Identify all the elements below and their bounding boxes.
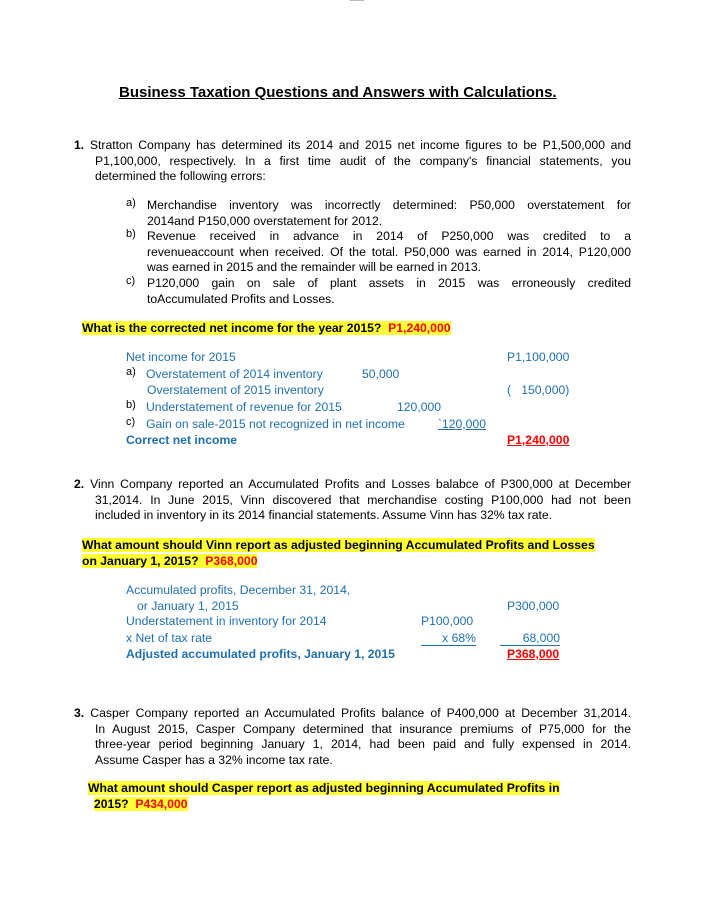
calc1-a2-value: ( 150,000) [507,383,570,397]
error-a-letter: a) [126,197,136,209]
error-b-letter: b) [126,228,136,240]
calc1-total-value: P1,240,000 [507,433,570,447]
calc2-ap-value: P300,000 [507,599,560,613]
calc1-a1-label: Overstatement of 2014 inventory [146,367,323,381]
calc2-ap-label-1: Accumulated profits, December 31, 2014, [126,583,351,597]
question-1-line-1: 1. Stratton Company has determined its 2014 and 2015 net income figures to be P1,500,000 and [74,138,632,152]
question-3-answer: P434,000 [135,796,188,811]
calc2-under-label: Understatement in inventory for 2014 [126,614,327,628]
calc1-total-label: Correct net income [126,433,238,447]
question-3-line-1: 3. Casper Company reported an Accumulated Profits balance of P400,000 at December 31,2014. [74,706,632,720]
question-3-line-2: In August 2015, Casper Company determined that insurance premiums of P75,000 for the [95,721,631,736]
calc1-a2-label: Overstatement of 2015 inventory [147,383,324,397]
question-1-line-2: P1,100,000, respectively. In a first time audit of the company's financial statements, you [95,153,631,168]
question-2-answer: P368,000 [205,553,258,568]
question-1 [74,138,631,185]
calc1-b-value: 120,000 [397,400,442,414]
calc2-tax-total: 68,000 [500,631,560,646]
error-c-text: P120,000 gain on sale of plant assets in 2015 was erroneously credited toAccumulated Profits and Losses. [147,276,631,306]
question-3-line-4: Assume Casper has a 32% income tax rate. [95,752,333,767]
calc1-b-letter: b) [126,399,136,411]
calc1-c-value: `120,000 [437,417,486,431]
calc2-under-value: P100,000 [421,614,474,628]
question-2 [74,477,631,524]
calc2-total-value: P368,000 [507,647,560,661]
calc2-total-label: Adjusted accumulated profits, January 1, 2015 [126,647,395,661]
question-1-prompt: What is the corrected net income for the year 2015? P1,240,000 [82,321,451,335]
question-2-line-3: included in inventory in its 2014 financial statements. Assume Vinn has 32% tax rate. [95,508,553,522]
calc1-net-income-label: Net income for 2015 [126,350,236,364]
calc1-c-letter: c) [126,416,136,428]
question-3 [74,706,631,768]
calc1-a-letter: a) [126,366,136,378]
question-1-answer: P1,240,000 [388,321,451,335]
calc1-b-label: Understatement of revenue for 2015 [146,400,342,414]
question-2-line-1: 2. Vinn Company reported an Accumulated Profits and Losses balabce of P300,000 at December [74,477,632,491]
question-1-line-3: determined the following errors: [95,169,266,183]
question-2-prompt: What amount should Vinn report as adjusted beginning Accumulated Profits and Losses on January 1, 2015? P368,000 [82,538,595,568]
page-top-mark [350,0,364,1]
calc2-tax-rate: x 68% [421,631,476,646]
page-title: Business Taxation Questions and Answers with Calculations. [119,84,557,101]
error-c-letter: c) [126,275,136,287]
question-3-prompt: What amount should Casper report as adjusted beginning Accumulated Profits in 2015? P434,000 [88,781,560,811]
calc2-ap-label-2: or January 1, 2015 [137,599,239,613]
calc1-net-income-value: P1,100,000 [507,350,570,364]
calc2-tax-label: x Net of tax rate [126,631,213,645]
calc1-a1-value: 50,000 [362,367,400,381]
error-b-text: Revenue received in advance in 2014 of P250,000 was credited to a revenueaccount when received. Of the total. P50,000 was earned in 2014, P120,000 was earned in 2015 and the remainder will be earned in 2013. [147,229,631,274]
error-a-text: Merchandise inventory was incorrectly determined: P50,000 overstatement for 2014and P150,000 overstatement for 2012. [147,198,631,228]
question-2-line-2: 31,2014. In June 2015, Vinn discovered that merchandise costing P100,000 had not been [95,492,631,507]
question-3-line-3: three-year period beginning January 1, 2014, had been paid and fully expensed in 2014. [95,737,631,751]
calc1-c-label: Gain on sale-2015 not recognized in net income [146,417,405,431]
